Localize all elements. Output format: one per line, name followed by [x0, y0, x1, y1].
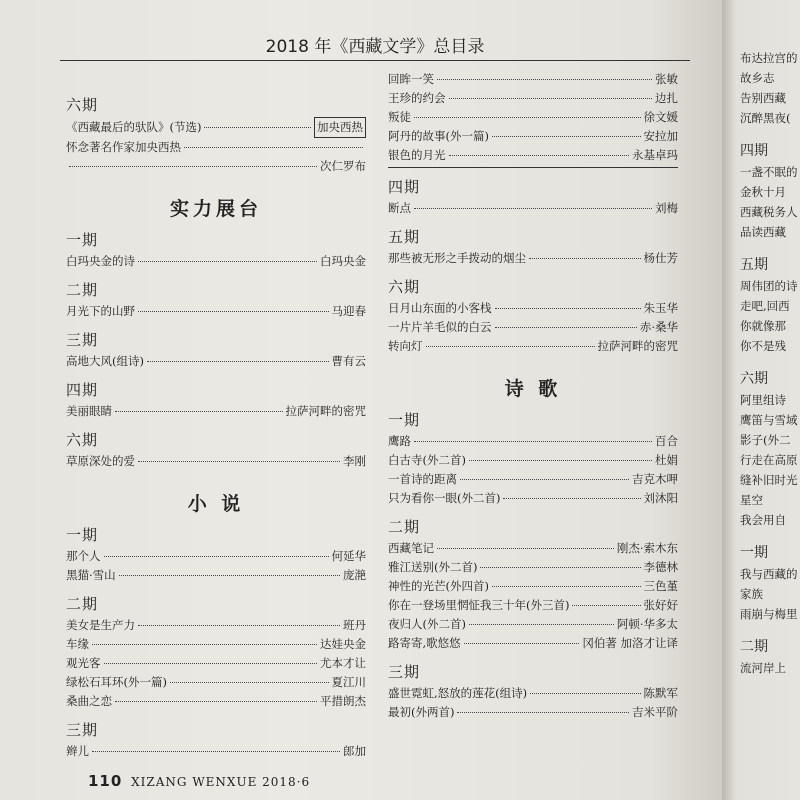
adjacent-text: 你就像那: [740, 319, 786, 333]
dot-leader: [449, 98, 653, 99]
toc-entry: [388, 489, 678, 508]
adjacent-text: 雨崩与梅里: [740, 607, 798, 621]
entry-title: 神性的光芒(外四首): [388, 579, 489, 593]
adjacent-text: 阿里组诗: [740, 393, 786, 407]
entry-title: 草原深处的爱: [66, 454, 135, 468]
entry-author: 陈默军: [643, 686, 678, 700]
entry-title: 观光客: [66, 656, 101, 670]
dot-leader: [184, 147, 363, 148]
toc-entry: [66, 302, 366, 321]
issue-block: [388, 516, 678, 653]
adjacent-text: 西藏税务人: [740, 205, 798, 219]
entry-title: 辫儿: [66, 744, 89, 758]
dot-leader: [138, 625, 340, 626]
entry-title: 那个人: [66, 549, 101, 563]
toc-entry: [66, 635, 366, 654]
issue-block: [388, 661, 678, 722]
entry-title: 西藏笔记: [388, 541, 434, 555]
adjacent-text: 星空: [740, 493, 763, 507]
entry-title: 白古寺(外二首): [388, 453, 466, 467]
adjacent-text: 一盏不眠的: [740, 165, 798, 179]
dot-leader: [457, 712, 629, 713]
toc-entry: [388, 596, 678, 615]
adjacent-page: [722, 0, 800, 800]
dot-leader: [495, 308, 641, 309]
dot-leader: [414, 208, 652, 209]
entry-title: 你在一登场里惘怔我三十年(外三首): [388, 598, 570, 612]
toc-entry: [388, 539, 678, 558]
entry-author: 冈伯著 加洛才让译: [582, 636, 678, 650]
issue-block: [388, 276, 678, 356]
adjacent-issue-label: 一期: [740, 545, 768, 561]
issue-label: 六期: [388, 278, 421, 296]
entry-title: 那些被无形之手拨动的烟尘: [388, 251, 526, 265]
entry-title: 只为看你一眼(外二首): [388, 491, 501, 505]
toc-entry: [388, 89, 678, 108]
issue-block: [66, 524, 366, 585]
toc-entry: [388, 577, 678, 596]
dot-leader: [437, 548, 614, 549]
entry-author: 次仁罗布: [320, 159, 366, 173]
dot-leader: [92, 644, 317, 645]
entry-author: 永基卓玛: [632, 148, 678, 162]
toc-entry: [66, 654, 366, 673]
toc-entry: [66, 566, 366, 585]
entry-author: 张好好: [643, 598, 678, 612]
dot-leader: [147, 361, 329, 362]
entry-author: 吉克木呷: [632, 472, 678, 486]
toc-entry: [66, 157, 366, 176]
left-column: [66, 86, 366, 767]
entry-author: 何延华: [331, 549, 366, 563]
adjacent-text: 缝补旧时光: [740, 473, 798, 487]
dot-leader: [138, 311, 329, 312]
toc-entry: [388, 318, 678, 337]
entry-title: 鹰路: [388, 434, 411, 448]
entry-author: 刘梅: [655, 201, 678, 215]
entry-title: 断点: [388, 201, 411, 215]
dot-leader: [204, 127, 311, 128]
adjacent-text: 流河岸上: [740, 661, 786, 675]
adjacent-text: 你不是残: [740, 339, 786, 353]
entry-author: 拉萨河畔的密咒: [597, 339, 678, 353]
issue-label: 三期: [66, 721, 99, 739]
dot-leader: [492, 586, 641, 587]
dot-leader: [414, 441, 652, 442]
adjacent-text: 影子(外二: [740, 433, 791, 447]
issue-block: [388, 226, 678, 268]
toc-entry: [388, 337, 678, 356]
section-title: 诗 歌: [504, 378, 562, 400]
entry-author: 郎加: [343, 744, 366, 758]
issue-label: 六期: [66, 96, 99, 114]
dot-leader: [426, 346, 595, 347]
entry-title: 《西藏最后的驮队》(节选): [66, 120, 202, 134]
divider: [388, 167, 678, 168]
entry-author: 杨仕芳: [643, 251, 678, 265]
entry-title: 最初(外两首): [388, 705, 455, 719]
toc-entry: [388, 558, 678, 577]
entry-title: 银色的月光: [388, 148, 446, 162]
dot-leader: [104, 663, 318, 664]
toc-entry: [388, 249, 678, 268]
issue-label: 二期: [66, 595, 99, 613]
issue-label: 三期: [66, 331, 99, 349]
adjacent-text: 行走在高原: [740, 453, 798, 467]
toc-entry: [388, 684, 678, 703]
entry-author: 边扎: [655, 91, 678, 105]
entry-author: 吉米平阶: [632, 705, 678, 719]
dot-leader: [414, 117, 641, 118]
toc-entry: [388, 127, 678, 146]
entry-title: 回眸一笑: [388, 72, 434, 86]
entry-title: 一片片羊毛似的白云: [388, 320, 492, 334]
entry-author: 拉萨河畔的密咒: [285, 404, 366, 418]
issue-label: 五期: [388, 228, 421, 246]
adjacent-text: 品读西藏: [740, 225, 786, 239]
adjacent-issue-label: 二期: [740, 639, 768, 655]
entry-title: 怀念著名作家加央西热: [66, 140, 181, 154]
toc-entry: [388, 615, 678, 634]
entry-author: 刘沐阳: [643, 491, 678, 505]
entry-author: 夏江川: [331, 675, 366, 689]
entry-author: 达娃央金: [320, 637, 366, 651]
dot-leader: [469, 624, 614, 625]
issue-label: 一期: [66, 526, 99, 544]
issue-label: 三期: [388, 663, 421, 681]
entry-title: 盛世霓虹,怒放的莲花(组诗): [388, 686, 528, 700]
entry-title: 月光下的山野: [66, 304, 135, 318]
dot-leader: [138, 461, 340, 462]
journal-name: XIZANG WENXUE 2018·6: [131, 775, 311, 789]
entry-author: 尤本才让: [320, 656, 366, 670]
dot-leader: [530, 693, 640, 694]
toc-entry: [388, 199, 678, 218]
entry-author: 庞滟: [343, 568, 366, 582]
entry-author: 朱玉华: [643, 301, 678, 315]
entry-title: 雅江送别(外二首): [388, 560, 478, 574]
entry-author: 加央西热: [314, 117, 366, 138]
page-footer: [88, 772, 310, 790]
issue-label: 四期: [66, 381, 99, 399]
toc-entry: [66, 673, 366, 692]
page-number: 110: [88, 772, 123, 790]
entry-title: 日月山东面的小客栈: [388, 301, 492, 315]
issue-block: [66, 593, 366, 711]
toc-entry: [66, 402, 366, 421]
entry-author: 安拉加: [643, 129, 678, 143]
entry-title: 叛徒: [388, 110, 411, 124]
issue-label: 一期: [388, 411, 421, 429]
entry-author: 曹有云: [331, 354, 366, 368]
entry-author: 百合: [655, 434, 678, 448]
entry-title: 美丽眼睛: [66, 404, 112, 418]
toc-entry: [66, 117, 366, 138]
dot-leader: [437, 79, 652, 80]
issue-block: [66, 94, 366, 176]
adjacent-text: 周伟团的诗: [740, 279, 798, 293]
toc-entry: [388, 432, 678, 451]
entry-title: 一首诗的距离: [388, 472, 457, 486]
issue-block: [66, 279, 366, 321]
entry-title: 夜归人(外二首): [388, 617, 466, 631]
dot-leader: [480, 567, 640, 568]
adjacent-text: 布达拉宫的: [740, 51, 798, 65]
issue-block: [66, 229, 366, 271]
toc-entry: [388, 703, 678, 722]
toc-entry: [388, 451, 678, 470]
entry-author: 三色堇: [643, 579, 678, 593]
toc-entry: [66, 616, 366, 635]
adjacent-issue-label: 六期: [740, 371, 768, 387]
issue-block: [66, 329, 366, 371]
dot-leader: [492, 136, 641, 137]
middle-column: [388, 70, 678, 728]
dot-leader: [138, 261, 317, 262]
entry-title: 路寄寄,歌悠悠: [388, 636, 461, 650]
adjacent-text: 故乡志: [740, 71, 775, 85]
entry-author: 徐文媛: [643, 110, 678, 124]
toc-entry: [66, 252, 366, 271]
adjacent-text: 我与西藏的: [740, 567, 798, 581]
entry-author: 阿顿·华多太: [616, 617, 678, 631]
issue-label: 四期: [388, 178, 421, 196]
issue-block: [388, 409, 678, 508]
dot-leader: [115, 701, 317, 702]
toc-entry: [388, 70, 678, 89]
entry-author: 杜娟: [655, 453, 678, 467]
dot-leader: [469, 460, 652, 461]
issue-block: [66, 379, 366, 421]
dot-leader: [92, 751, 340, 752]
dot-leader: [449, 155, 630, 156]
page-title: 2018 年《西藏文学》总目录: [265, 37, 485, 57]
dot-leader: [460, 479, 629, 480]
entry-author: 马迎春: [331, 304, 366, 318]
entry-author: 李刚: [343, 454, 366, 468]
toc-entry: [66, 692, 366, 711]
entry-author: 李德林: [643, 560, 678, 574]
toc-entry: [388, 470, 678, 489]
dot-leader: [495, 327, 637, 328]
adjacent-issue-label: 五期: [740, 257, 768, 273]
dot-leader: [572, 605, 640, 606]
entry-title: 桑曲之恋: [66, 694, 112, 708]
toc-entry: [388, 108, 678, 127]
issue-label: 六期: [66, 431, 99, 449]
entry-title: 白玛央金的诗: [66, 254, 135, 268]
adjacent-text: 沉醉黑夜(: [740, 111, 791, 125]
issue-block: [66, 429, 366, 471]
entry-title: 转向灯: [388, 339, 423, 353]
dot-leader: [115, 411, 283, 412]
entry-title: 黑猫·雪山: [66, 568, 116, 582]
section-title: 实力展台: [169, 198, 262, 220]
toc-entry: [66, 452, 366, 471]
entry-title: 高地大风(组诗): [66, 354, 144, 368]
issue-block: [66, 719, 366, 761]
entry-title: 王珍的约会: [388, 91, 446, 105]
issue-label: 一期: [66, 231, 99, 249]
issue-label: 二期: [66, 281, 99, 299]
entry-author: 平措朗杰: [320, 694, 366, 708]
entry-author: 张敏: [655, 72, 678, 86]
adjacent-text: 走吧,回西: [740, 299, 790, 313]
adjacent-text: 金秋十月: [740, 185, 786, 199]
entry-author: 班丹: [343, 618, 366, 632]
entry-title: 美女是生产力: [66, 618, 135, 632]
entry-title: 阿丹的故事(外一篇): [388, 129, 489, 143]
adjacent-text: 鹰笛与雪域: [740, 413, 798, 427]
adjacent-issue-label: 四期: [740, 143, 768, 159]
entry-title: 车缘: [66, 637, 89, 651]
page-header: [60, 8, 690, 61]
toc-entry: [388, 634, 678, 653]
toc-entry: [388, 146, 678, 165]
adjacent-text: 家族: [740, 587, 763, 601]
issue-label: 二期: [388, 518, 421, 536]
toc-entry: [66, 547, 366, 566]
toc-entry: [388, 299, 678, 318]
issue-block: [388, 176, 678, 218]
toc-entry: [66, 742, 366, 761]
adjacent-text: 告别西藏: [740, 91, 786, 105]
adjacent-text: 我会用自: [740, 513, 786, 527]
toc-entry: [66, 352, 366, 371]
dot-leader: [119, 575, 340, 576]
dot-leader: [104, 556, 329, 557]
dot-leader: [529, 258, 641, 259]
section-title: 小 说: [187, 493, 245, 515]
entry-author: 赤·桑华: [639, 320, 678, 334]
entry-author: 刚杰·索木东: [616, 541, 678, 555]
dot-leader: [170, 682, 329, 683]
toc-entry: [66, 138, 366, 157]
entry-author: 白玛央金: [320, 254, 366, 268]
dot-leader: [464, 643, 580, 644]
dot-leader: [503, 498, 640, 499]
entry-title: 绿松石耳环(外一篇): [66, 675, 167, 689]
dot-leader: [69, 166, 317, 167]
